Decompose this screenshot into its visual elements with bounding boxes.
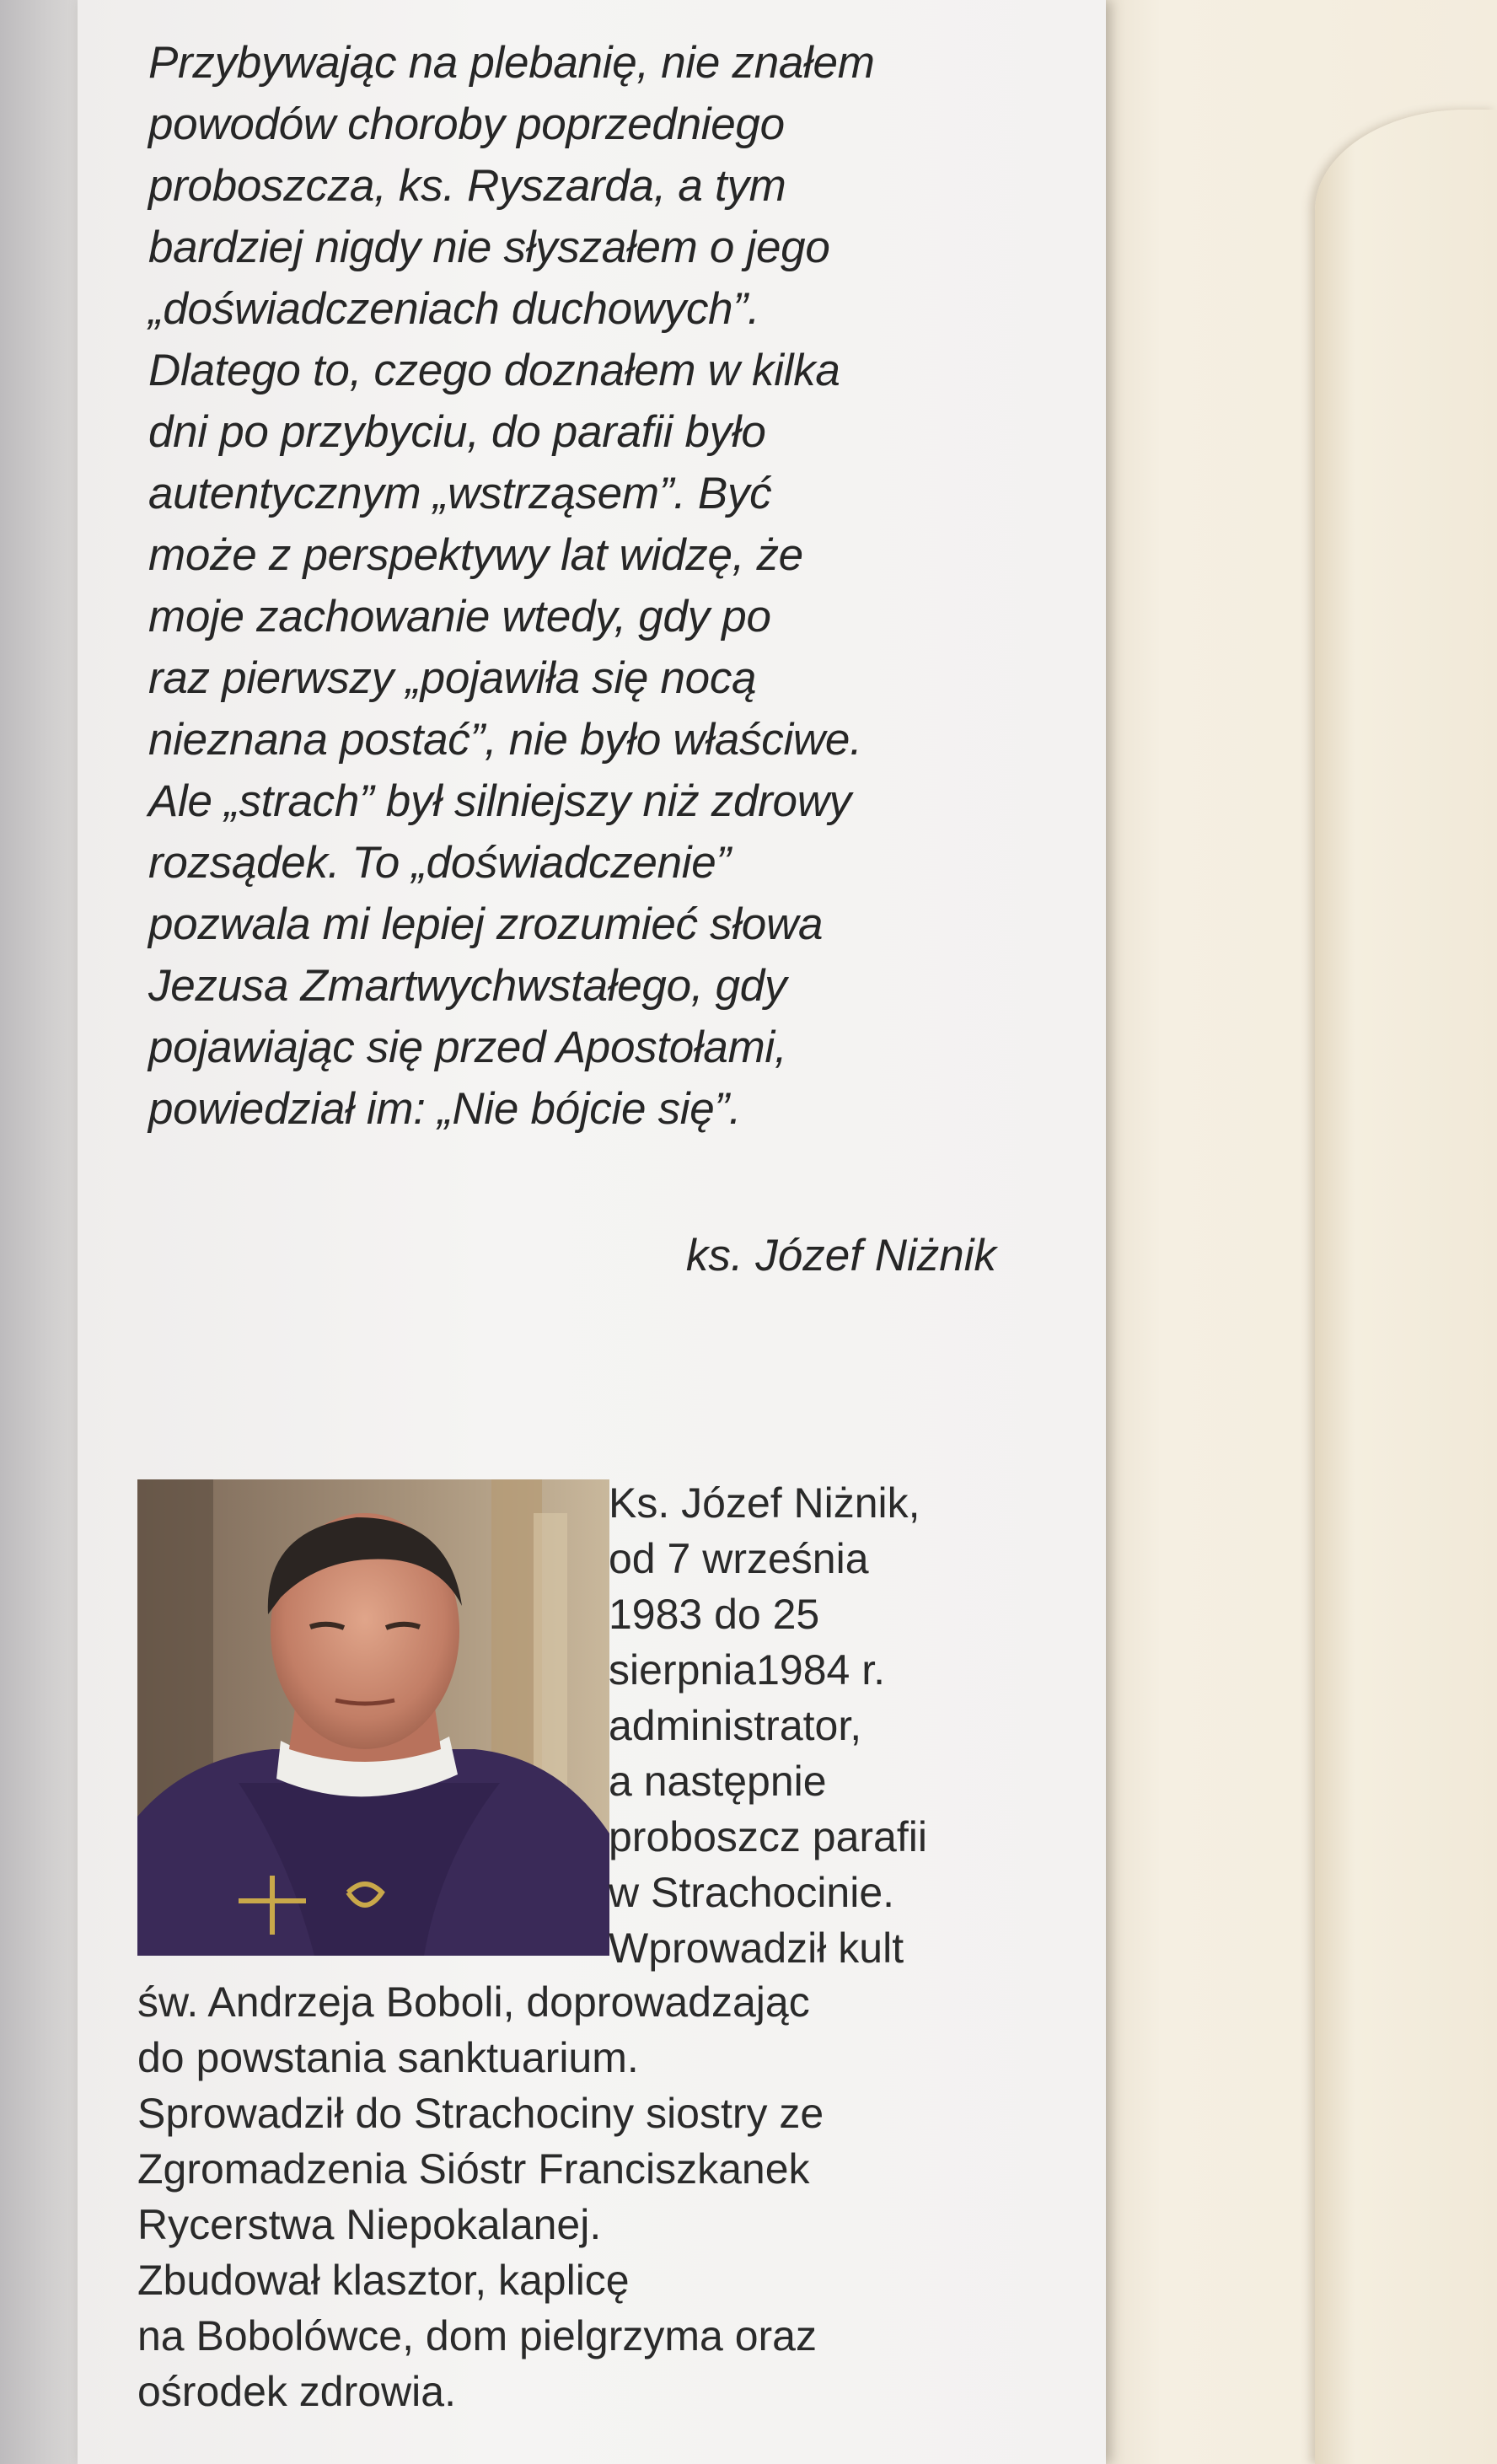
bio-line: na Bobolówce, dom pielgrzyma oraz bbox=[137, 2312, 817, 2359]
quote-line: dni po przybyciu, do parafii było bbox=[148, 407, 766, 457]
quote-line: powodów choroby poprzedniego bbox=[148, 99, 785, 149]
portrait-photo bbox=[137, 1479, 609, 1956]
bio-line: Zgromadzenia Sióstr Franciszkanek bbox=[137, 2145, 810, 2193]
quote-line: bardziej nigdy nie słyszałem o jego bbox=[148, 223, 830, 272]
quote-line: nieznana postać”, nie było właściwe. bbox=[148, 715, 862, 765]
bio-line: ośrodek zdrowia. bbox=[137, 2368, 456, 2415]
book-page-curl bbox=[1315, 110, 1497, 2464]
bio-text-full bbox=[137, 1974, 1081, 2419]
portrait-illustration bbox=[137, 1479, 609, 1956]
quote-text bbox=[148, 32, 1042, 1140]
bio-line: proboszcz parafii bbox=[609, 1813, 927, 1860]
quote-line: powiedział im: „Nie bójcie się”. bbox=[148, 1084, 742, 1134]
bio-line: od 7 września bbox=[609, 1535, 869, 1582]
bio-line: Ks. Józef Niżnik, bbox=[609, 1479, 920, 1527]
quote-line: moje zachowanie wtedy, gdy po bbox=[148, 592, 771, 641]
bio-line: do powstania sanktuarium. bbox=[137, 2034, 639, 2081]
quote-line: Przybywając na plebanię, nie znałem bbox=[148, 38, 875, 88]
bio-text-right bbox=[609, 1475, 1081, 1976]
bio-line: a następnie bbox=[609, 1758, 827, 1805]
background-shadow bbox=[0, 0, 76, 2464]
bio-line: administrator, bbox=[609, 1702, 862, 1749]
quote-line: pozwala mi lepiej zrozumieć słowa bbox=[148, 899, 824, 949]
quote-line: Dlatego to, czego doznałem w kilka bbox=[148, 346, 840, 395]
bio-line: sierpnia1984 r. bbox=[609, 1646, 886, 1694]
bio-line: 1983 do 25 bbox=[609, 1591, 820, 1638]
quote-line: autentycznym „wstrząsem”. Być bbox=[148, 469, 772, 518]
bio-line: Wprowadził kult bbox=[609, 1924, 904, 1972]
quote-line: może z perspektywy lat widzę, że bbox=[148, 530, 803, 580]
quote-line: rozsądek. To „doświadczenie” bbox=[148, 838, 731, 888]
bio-line: Zbudował klasztor, kaplicę bbox=[137, 2257, 630, 2304]
bio-line: w Strachocinie. bbox=[609, 1869, 895, 1916]
bio-line: św. Andrzeja Boboli, doprowadzając bbox=[137, 1978, 810, 2026]
quote-line: „doświadczeniach duchowych”. bbox=[148, 284, 760, 334]
bio-line: Sprowadził do Strachociny siostry ze bbox=[137, 2090, 824, 2137]
quote-line: raz pierwszy „pojawiła się nocą bbox=[148, 653, 757, 703]
bio-line: Rycerstwa Niepokalanej. bbox=[137, 2201, 602, 2248]
quote-signature: ks. Józef Niżnik bbox=[685, 1231, 996, 1280]
quote-line: pojawiając się przed Apostołami, bbox=[148, 1023, 787, 1072]
quote-line: proboszcza, ks. Ryszarda, a tym bbox=[148, 161, 786, 211]
quote-line: Jezusa Zmartwychwstałego, gdy bbox=[148, 961, 787, 1011]
quote-line: Ale „strach” był silniejszy niż zdrowy bbox=[148, 776, 851, 826]
